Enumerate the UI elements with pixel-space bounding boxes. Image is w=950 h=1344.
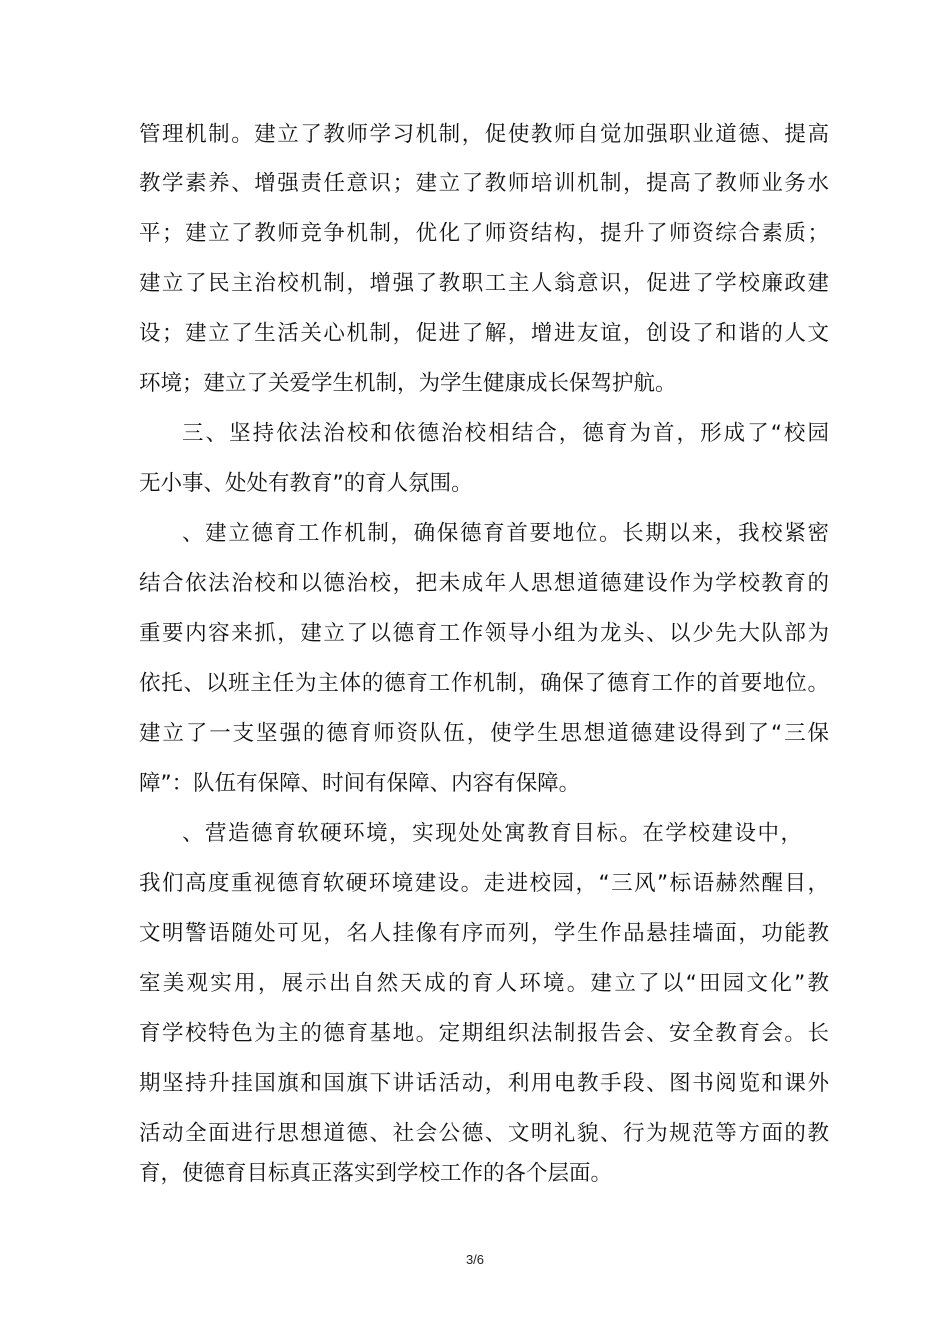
text-line: 结合依法治校和以德治校，把未成年人思想道德建设作为学校教育的 bbox=[139, 571, 829, 596]
text-line: 、营造德育软硬环境，实现处处寓教育目标。在学校建设中， bbox=[182, 821, 802, 846]
text-line: 环境；建立了关爱学生机制，为学生健康成长保驾护航。 bbox=[139, 371, 677, 396]
text-line: 依托、以班主任为主体的德育工作机制，确保了德育工作的首要地位。 bbox=[139, 671, 829, 696]
text-line: 建立了民主治校机制，增强了教职工主人翁意识，促进了学校廉政建 bbox=[139, 271, 829, 296]
text-line: 育学校特色为主的德育基地。定期组织法制报告会、安全教育会。长 bbox=[139, 1021, 829, 1046]
text-line: 设；建立了生活关心机制，促进了解，增进友谊，创设了和谐的人文 bbox=[139, 321, 829, 346]
text-line: 、建立德育工作机制，确保德育首要地位。长期以来，我校紧密 bbox=[182, 521, 829, 546]
text-line: 管理机制。建立了教师学习机制，促使教师自觉加强职业道德、提高 bbox=[139, 122, 829, 147]
text-line: 室美观实用，展示出自然天成的育人环境。建立了以“田园文化”教 bbox=[139, 971, 829, 996]
text-line: 活动全面进行思想道德、社会公德、文明礼貌、行为规范等方面的教 bbox=[139, 1121, 829, 1146]
text-line: 育，使德育目标真正落实到学校工作的各个层面。 bbox=[139, 1161, 613, 1186]
text-line: 平；建立了教师竞争机制，优化了师资结构，提升了师资综合素质； bbox=[139, 221, 829, 246]
text-line: 文明警语随处可见，名人挂像有序而列，学生作品悬挂墙面，功能教 bbox=[139, 921, 829, 946]
section-heading-line: 无小事、处处有教育”的育人氛围。 bbox=[139, 471, 473, 496]
text-line: 我们高度重视德育软硬环境建设。走进校园，“三风”标语赫然醒目， bbox=[139, 871, 829, 896]
page-number: 3/6 bbox=[465, 1252, 485, 1267]
text-line: 重要内容来抓，建立了以德育工作领导小组为龙头、以少先大队部为 bbox=[139, 621, 829, 646]
text-line: 期坚持升挂国旗和国旗下讲话活动，利用电教手段、图书阅览和课外 bbox=[139, 1071, 829, 1096]
section-heading-line: 三、坚持依法治校和依德治校相结合，德育为首，形成了“校园 bbox=[182, 421, 829, 446]
text-line: 教学素养、增强责任意识；建立了教师培训机制，提高了教师业务水 bbox=[139, 171, 829, 196]
text-line: 障”：队伍有保障、时间有保障、内容有保障。 bbox=[139, 771, 581, 796]
text-line: 建立了一支坚强的德育师资队伍，使学生思想道德建设得到了“三保 bbox=[139, 721, 829, 746]
